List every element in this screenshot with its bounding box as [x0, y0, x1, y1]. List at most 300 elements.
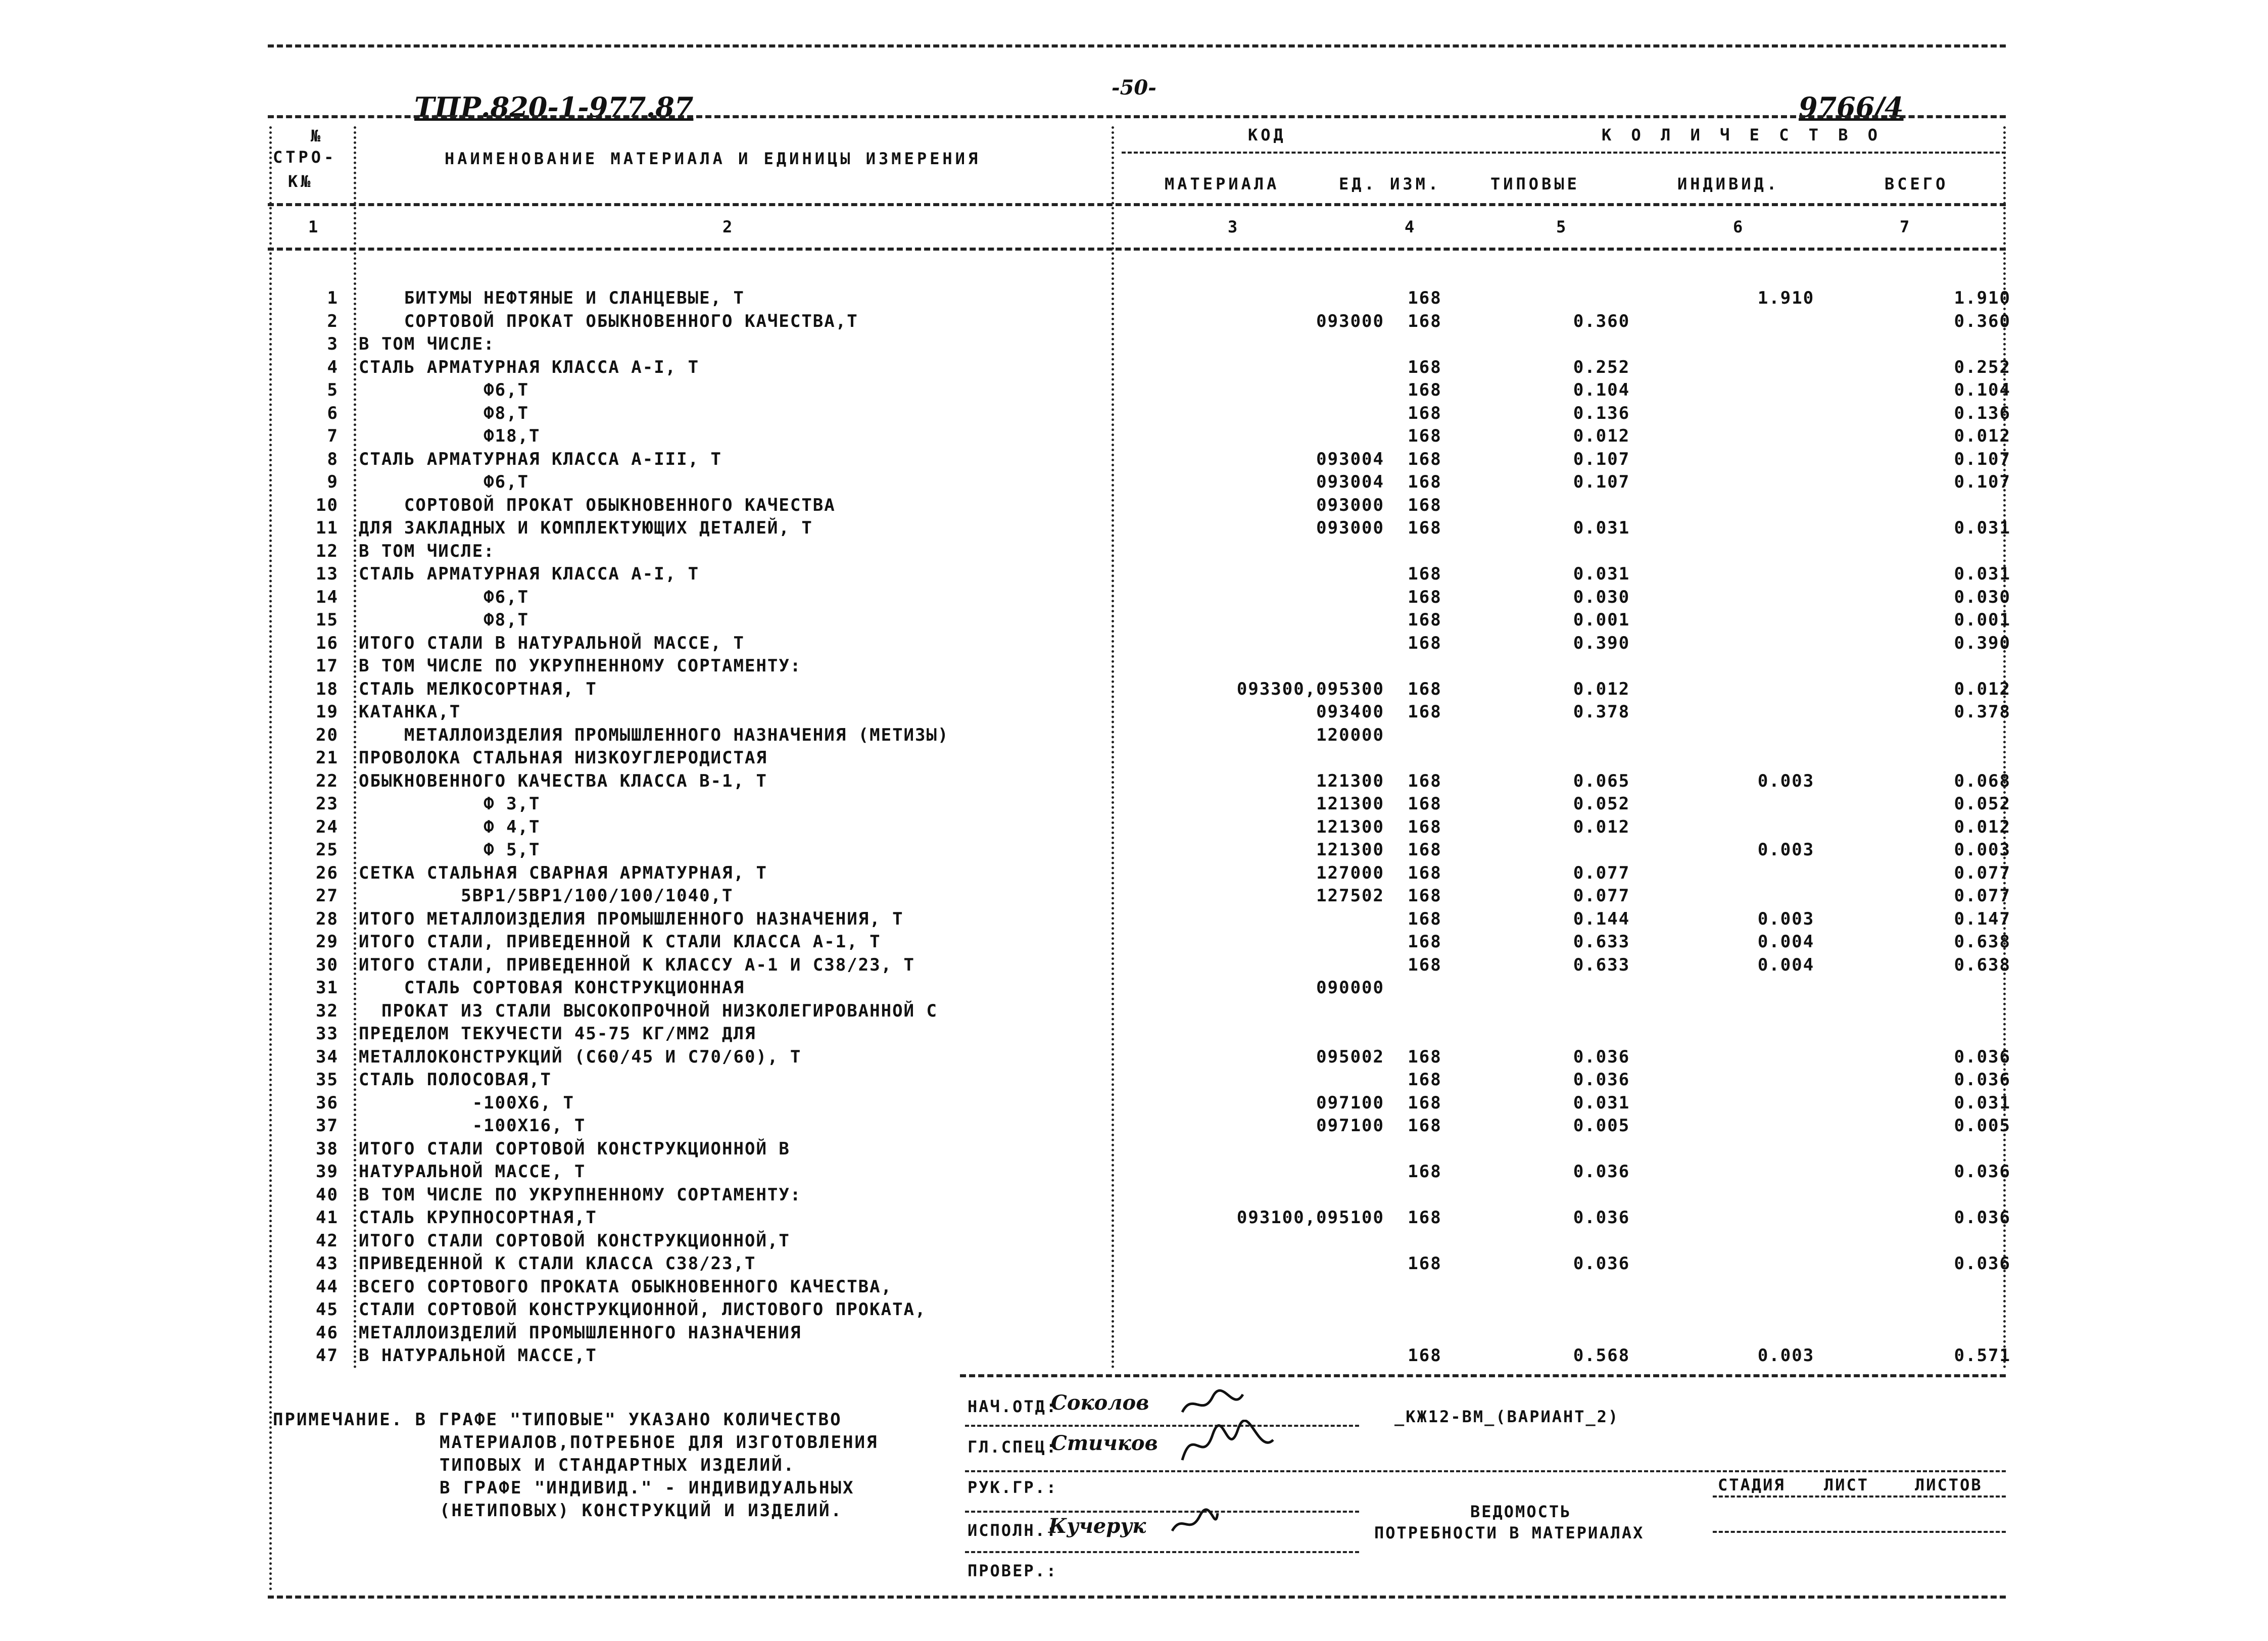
row-name: ПРЕДЕЛОМ ТЕКУЧЕСТИ 45-75 КГ/ММ2 ДЛЯ: [359, 1024, 756, 1044]
row-name: ДЛЯ ЗАКЛАДНЫХ И КОМПЛЕКТУЮЩИХ ДЕТАЛЕЙ, Т: [359, 518, 813, 538]
row-total: 0.052: [1954, 794, 2011, 814]
row-code: 093000: [1316, 495, 1384, 515]
table-row: [273, 610, 2016, 630]
row-typical: 0.252: [1573, 357, 1630, 377]
row-unit: 168: [1408, 518, 1442, 538]
row-unit: 168: [1408, 862, 1442, 883]
row-typical: 0.633: [1573, 932, 1630, 952]
row-unit: 168: [1408, 932, 1442, 952]
row-total: 0.036: [1954, 1070, 2011, 1090]
row-number: 5: [327, 380, 339, 400]
row-total: 0.104: [1954, 380, 2011, 400]
row-total: 0.068: [1954, 770, 2011, 791]
row-code: 120000: [1316, 725, 1384, 745]
table-row: [273, 1277, 2016, 1297]
row-total: 0.036: [1954, 1208, 2011, 1228]
body-top-rule: [268, 248, 2006, 251]
row-unit: 168: [1408, 1208, 1442, 1228]
row-unit: 168: [1408, 1162, 1442, 1182]
col-code-group: КОД: [1248, 125, 1286, 144]
row-number: 28: [316, 908, 339, 929]
col-name-header: НАИМЕНОВАНИЕ МАТЕРИАЛА И ЕДИНИЦЫ ИЗМЕРЕНИЯ: [445, 149, 981, 168]
table-row: [273, 909, 2016, 929]
title-block: [965, 1377, 2006, 1589]
table-row: [273, 288, 2016, 308]
executor-signature: Кучерук: [1048, 1514, 1146, 1538]
row-number: 26: [316, 862, 339, 883]
row-number: 40: [316, 1184, 339, 1205]
row-total: 0.031: [1954, 564, 2011, 584]
row-number: 21: [316, 748, 339, 768]
row-unit: 168: [1408, 403, 1442, 423]
row-number: 1: [327, 288, 339, 308]
row-name: СТАЛЬ МЕЛКОСОРТНАЯ, Т: [359, 679, 597, 699]
row-unit: 168: [1408, 1345, 1442, 1366]
col-num-line1: №: [311, 126, 324, 146]
row-name: Ф 4,Т: [359, 816, 541, 837]
row-total: 0.012: [1954, 816, 2011, 837]
row-unit: 168: [1408, 702, 1442, 722]
row-code: 097100: [1316, 1116, 1384, 1136]
row-typical: 0.036: [1573, 1208, 1630, 1228]
checker-label: ПРОВЕР.:: [968, 1561, 1058, 1580]
table-row: [273, 587, 2016, 607]
table-row: [273, 702, 2016, 722]
table-row: [273, 1139, 2016, 1159]
row-code: 093000: [1316, 311, 1384, 331]
row-typical: 0.136: [1573, 403, 1630, 423]
table-row: [273, 564, 2016, 584]
row-code: 121300: [1316, 794, 1384, 814]
row-number: 27: [316, 886, 339, 906]
row-total: 0.638: [1954, 954, 2011, 975]
row-name: Ф6,Т: [359, 380, 529, 400]
row-name: ПРОВОЛОКА СТАЛЬНАЯ НИЗКОУГЛЕРОДИСТАЯ: [359, 748, 767, 768]
row-individual: 0.003: [1757, 908, 1815, 929]
row-typical: 0.005: [1573, 1116, 1630, 1136]
row-typical: 0.036: [1573, 1162, 1630, 1182]
row-unit: 168: [1408, 1046, 1442, 1067]
row-unit: 168: [1408, 954, 1442, 975]
row-name: В ТОМ ЧИСЛЕ ПО УКРУПНЕННОМУ СОРТАМЕНТУ:: [359, 656, 802, 676]
row-unit: 168: [1408, 288, 1442, 308]
chief-spec-label: ГЛ.СПЕЦ:: [968, 1437, 1058, 1457]
row-total: 0.390: [1954, 633, 2011, 653]
table-row: [273, 817, 2016, 837]
row-unit: 168: [1408, 1092, 1442, 1113]
row-total: 0.001: [1954, 610, 2011, 630]
table-row: [273, 932, 2016, 952]
row-individual: 0.003: [1757, 840, 1815, 860]
row-number: 11: [316, 518, 339, 538]
row-total: 0.252: [1954, 357, 2011, 377]
row-number: 30: [316, 954, 339, 975]
row-number: 41: [316, 1208, 339, 1228]
row-unit: 168: [1408, 380, 1442, 400]
table-row: [273, 518, 2016, 538]
row-typical: 0.390: [1573, 633, 1630, 653]
row-name: СОРТОВОЙ ПРОКАТ ОБЫКНОВЕННОГО КАЧЕСТВА: [359, 495, 836, 515]
row-name: СТАЛИ СОРТОВОЙ КОНСТРУКЦИОННОЙ, ЛИСТОВОГО ПРОКАТА,: [359, 1299, 927, 1320]
header-mid-rule: [1122, 152, 2006, 154]
row-number: 45: [316, 1299, 339, 1320]
row-total: 0.036: [1954, 1046, 2011, 1067]
table-row: [273, 978, 2016, 998]
col-number-7: 7: [1900, 217, 1913, 236]
col-unit: ЕД. ИЗМ.: [1339, 174, 1441, 194]
row-name: ИТОГО СТАЛИ СОРТОВОЙ КОНСТРУКЦИОННОЙ В: [359, 1138, 790, 1159]
row-number: 3: [327, 334, 339, 354]
row-typical: 0.378: [1573, 702, 1630, 722]
note-line-4: В ГРАФЕ "ИНДИВИД." - ИНДИВИДУАЛЬНЫХ: [440, 1478, 855, 1498]
row-number: 44: [316, 1276, 339, 1297]
col-total: ВСЕГО: [1885, 174, 1949, 194]
table-row: [273, 1047, 2016, 1067]
row-number: 23: [316, 794, 339, 814]
row-number: 14: [316, 587, 339, 607]
row-name: В ТОМ ЧИСЛЕ:: [359, 541, 495, 561]
row-typical: 0.036: [1573, 1046, 1630, 1067]
note-line-3: ТИПОВЫХ И СТАНДАРТНЫХ ИЗДЕЛИЙ.: [440, 1455, 796, 1475]
row-name: ИТОГО СТАЛИ В НАТУРАЛЬНОЙ МАССЕ, Т: [359, 633, 745, 653]
col-number-6: 6: [1733, 217, 1746, 236]
table-row: [273, 403, 2016, 423]
row-number: 20: [316, 725, 339, 745]
table-row: [273, 541, 2016, 561]
row-typical: 0.036: [1573, 1070, 1630, 1090]
group-lead-label: РУК.ГР.:: [968, 1478, 1058, 1497]
col-number-2: 2: [722, 217, 736, 236]
row-number: 8: [327, 449, 339, 469]
row-name: ОБЫКНОВЕННОГО КАЧЕСТВА КЛАССА В-1, Т: [359, 770, 767, 791]
row-typical: 0.012: [1573, 679, 1630, 699]
row-name: СТАЛЬ СОРТОВАЯ КОНСТРУКЦИОННАЯ: [359, 978, 745, 998]
row-unit: 168: [1408, 426, 1442, 446]
executor-label: ИСПОЛН.:: [968, 1521, 1058, 1540]
header-bottom-rule: [268, 203, 2006, 206]
stamp-right-rule-2: [1713, 1531, 2006, 1533]
table-row: [273, 840, 2016, 860]
row-number: 46: [316, 1322, 339, 1343]
row-number: 13: [316, 564, 339, 584]
stamp-row-rule-4: [965, 1551, 1359, 1553]
row-name: ИТОГО СТАЛИ, ПРИВЕДЕННОЙ К КЛАССУ А-1 И С38/23, Т: [359, 954, 915, 975]
row-name: Ф8,Т: [359, 610, 529, 630]
row-unit: 168: [1408, 610, 1442, 630]
row-number: 17: [316, 656, 339, 676]
row-number: 34: [316, 1046, 339, 1067]
col-typical: ТИПОВЫЕ: [1490, 174, 1580, 194]
table-row: [273, 472, 2016, 492]
table-row: [273, 1093, 2016, 1113]
row-code: 097100: [1316, 1092, 1384, 1113]
row-name: СТАЛЬ КРУПНОСОРТНАЯ,Т: [359, 1208, 597, 1228]
row-number: 38: [316, 1138, 339, 1159]
table-row: [273, 334, 2016, 354]
top-rule: [268, 44, 2006, 47]
table-row: [273, 633, 2016, 653]
row-typical: 0.107: [1573, 449, 1630, 469]
table-row: [273, 886, 2016, 906]
row-name: МЕТАЛЛОИЗДЕЛИЯ ПРОМЫШЛЕННОГО НАЗНАЧЕНИЯ (МЕТИЗЫ): [359, 725, 949, 745]
row-code: 093000: [1316, 518, 1384, 538]
row-typical: 0.036: [1573, 1253, 1630, 1274]
table-row: [273, 1070, 2016, 1090]
row-typical: 0.360: [1573, 311, 1630, 331]
row-total: 0.378: [1954, 702, 2011, 722]
row-unit: 168: [1408, 495, 1442, 515]
table-row: [273, 1345, 2016, 1366]
row-name: ИТОГО МЕТАЛЛОИЗДЕЛИЯ ПРОМЫШЛЕННОГО НАЗНАЧЕНИЯ, Т: [359, 908, 904, 929]
col-qty-group: К О Л И Ч Е С Т В О: [1602, 125, 1883, 144]
row-number: 10: [316, 495, 339, 515]
row-name: -100Х6, Т: [359, 1092, 574, 1113]
row-number: 37: [316, 1116, 339, 1136]
row-name: 5ВР1/5ВР1/100/100/1040,Т: [359, 886, 734, 906]
row-typical: 0.031: [1573, 564, 1630, 584]
table-row: [273, 863, 2016, 883]
row-name: Ф18,Т: [359, 426, 541, 446]
row-name: Ф 3,Т: [359, 794, 541, 814]
row-unit: 168: [1408, 1070, 1442, 1090]
table-row: [273, 357, 2016, 377]
row-number: 6: [327, 403, 339, 423]
row-code: 093004: [1316, 472, 1384, 492]
table-row: [273, 748, 2016, 768]
row-total: 0.005: [1954, 1116, 2011, 1136]
row-name: МЕТАЛЛОКОНСТРУКЦИЙ (С60/45 И С70/60), Т: [359, 1046, 802, 1067]
page-number: -50-: [1112, 76, 1156, 100]
row-number: 47: [316, 1345, 339, 1366]
row-unit: 168: [1408, 770, 1442, 791]
row-code: 090000: [1316, 978, 1384, 998]
row-number: 33: [316, 1024, 339, 1044]
row-typical: 0.065: [1573, 770, 1630, 791]
col-num-line3: К№: [288, 172, 314, 191]
table-row: [273, 794, 2016, 814]
row-number: 16: [316, 633, 339, 653]
row-name: Ф 5,Т: [359, 840, 541, 860]
row-number: 25: [316, 840, 339, 860]
row-name: Ф6,Т: [359, 587, 529, 607]
row-number: 29: [316, 932, 339, 952]
stamp-row-rule-3: [965, 1511, 1359, 1513]
sheets-label: ЛИСТОВ: [1915, 1475, 1983, 1494]
table-row: [273, 1001, 2016, 1021]
note-line-1: ПРИМЕЧАНИЕ. В ГРАФЕ "ТИПОВЫЕ" УКАЗАНО КОЛИЧЕСТВО: [273, 1410, 842, 1430]
stage-label: СТАДИЯ: [1718, 1475, 1786, 1494]
row-total: 0.003: [1954, 840, 2011, 860]
row-total: 0.036: [1954, 1162, 2011, 1182]
table-row: [273, 955, 2016, 975]
table-row: [273, 1323, 2016, 1343]
stamp-right-rule-1: [1713, 1495, 2006, 1498]
row-number: 22: [316, 770, 339, 791]
note-line-5: (НЕТИПОВЫХ) КОНСТРУКЦИЙ И ИЗДЕЛИЙ.: [440, 1501, 843, 1521]
row-typical: 0.001: [1573, 610, 1630, 630]
table-row: [273, 1208, 2016, 1228]
chief-spec-signature-mark: [1177, 1420, 1278, 1470]
row-unit: 168: [1408, 357, 1442, 377]
row-typical: 0.568: [1573, 1345, 1630, 1366]
row-number: 24: [316, 816, 339, 837]
row-number: 32: [316, 1000, 339, 1021]
row-typical: 0.633: [1573, 954, 1630, 975]
row-code: 093400: [1316, 702, 1384, 722]
project-code: _КЖ12-ВМ_(ВАРИАНТ_2): [1394, 1407, 1620, 1426]
row-code: 121300: [1316, 770, 1384, 791]
header-top-rule: [268, 115, 2006, 118]
row-typical: 0.031: [1573, 1092, 1630, 1113]
row-unit: 168: [1408, 564, 1442, 584]
table-row: [273, 1253, 2016, 1274]
row-name: КАТАНКА,Т: [359, 702, 461, 722]
row-name: В ТОМ ЧИСЛЕ:: [359, 334, 495, 354]
row-number: 12: [316, 541, 339, 561]
row-number: 35: [316, 1070, 339, 1090]
col-number-3: 3: [1228, 217, 1241, 236]
table-row: [273, 426, 2016, 446]
head-dept-signature-mark: [1177, 1387, 1248, 1422]
row-typical: 0.107: [1573, 472, 1630, 492]
row-total: 0.107: [1954, 472, 2011, 492]
row-name: СТАЛЬ ПОЛОСОВАЯ,Т: [359, 1070, 552, 1090]
row-unit: 168: [1408, 794, 1442, 814]
executor-signature-mark: [1167, 1506, 1223, 1541]
table-row: [273, 1185, 2016, 1205]
row-code: 093300,095300: [1236, 679, 1384, 699]
bottom-rule: [268, 1596, 2006, 1599]
table-row: [273, 1116, 2016, 1136]
row-typical: 0.030: [1573, 587, 1630, 607]
row-typical: 0.012: [1573, 816, 1630, 837]
row-individual: 0.003: [1757, 770, 1815, 791]
row-total: 0.036: [1954, 1253, 2011, 1274]
row-number: 36: [316, 1092, 339, 1113]
doc-title-line-1: ВЕДОМОСТЬ: [1470, 1502, 1572, 1521]
row-number: 2: [327, 311, 339, 331]
row-name: ИТОГО СТАЛИ СОРТОВОЙ КОНСТРУКЦИОННОЙ,Т: [359, 1230, 790, 1251]
row-total: 0.030: [1954, 587, 2011, 607]
row-individual: 0.004: [1757, 954, 1815, 975]
row-name: ИТОГО СТАЛИ, ПРИВЕДЕННОЙ К СТАЛИ КЛАССА А-1, Т: [359, 932, 881, 952]
row-unit: 168: [1408, 886, 1442, 906]
table-row: [273, 449, 2016, 469]
row-typical: 0.077: [1573, 862, 1630, 883]
table-row: [273, 1162, 2016, 1182]
head-dept-label: НАЧ.ОТД:: [968, 1397, 1058, 1416]
row-code: 127502: [1316, 886, 1384, 906]
stamp-row-rule-2: [965, 1470, 2006, 1472]
table-row: [273, 771, 2016, 791]
row-typical: 0.012: [1573, 426, 1630, 446]
row-name: ПРИВЕДЕННОЙ К СТАЛИ КЛАССА С38/23,Т: [359, 1253, 756, 1274]
row-name: СОРТОВОЙ ПРОКАТ ОБЫКНОВЕННОГО КАЧЕСТВА,Т: [359, 311, 858, 331]
row-name: СТАЛЬ АРМАТУРНАЯ КЛАССА А-I, Т: [359, 564, 700, 584]
row-name: ВСЕГО СОРТОВОГО ПРОКАТА ОБЫКНОВЕННОГО КАЧЕСТВА,: [359, 1276, 893, 1297]
row-number: 31: [316, 978, 339, 998]
row-name: БИТУМЫ НЕФТЯНЫЕ И СЛАНЦЕВЫЕ, Т: [359, 288, 745, 308]
row-name: МЕТАЛЛОИЗДЕЛИЙ ПРОМЫШЛЕННОГО НАЗНАЧЕНИЯ: [359, 1322, 802, 1343]
row-number: 15: [316, 610, 339, 630]
row-total: 0.077: [1954, 862, 2011, 883]
row-typical: 0.031: [1573, 518, 1630, 538]
row-individual: 0.003: [1757, 1345, 1815, 1366]
table-row: [273, 1231, 2016, 1251]
row-unit: 168: [1408, 679, 1442, 699]
row-name: СТАЛЬ АРМАТУРНАЯ КЛАССА А-III, Т: [359, 449, 722, 469]
col-number-4: 4: [1405, 217, 1418, 236]
row-total: 0.638: [1954, 932, 2011, 952]
row-unit: 168: [1408, 1253, 1442, 1274]
row-number: 7: [327, 426, 339, 446]
row-name: В НАТУРАЛЬНОЙ МАССЕ,Т: [359, 1345, 597, 1366]
row-unit: 168: [1408, 633, 1442, 653]
row-code: 093004: [1316, 449, 1384, 469]
row-total: 1.910: [1954, 288, 2011, 308]
row-unit: 168: [1408, 840, 1442, 860]
row-typical: 0.104: [1573, 380, 1630, 400]
row-unit: 168: [1408, 449, 1442, 469]
col-number-1: 1: [308, 217, 321, 236]
row-number: 9: [327, 472, 339, 492]
doc-title-line-2: ПОТРЕБНОСТИ В МАТЕРИАЛАХ: [1374, 1523, 1645, 1542]
row-unit: 168: [1408, 908, 1442, 929]
col-num-line2: СТРО-: [273, 148, 337, 167]
col-individual: ИНДИВИД.: [1677, 174, 1780, 194]
sheet-reference: 9766/4: [1799, 91, 1904, 123]
row-typical: 0.052: [1573, 794, 1630, 814]
row-name: СЕТКА СТАЛЬНАЯ СВАРНАЯ АРМАТУРНАЯ, Т: [359, 862, 767, 883]
row-total: 0.031: [1954, 1092, 2011, 1113]
row-number: 43: [316, 1253, 339, 1274]
col-material: МАТЕРИАЛА: [1165, 174, 1280, 194]
row-code: 121300: [1316, 840, 1384, 860]
row-total: 0.012: [1954, 426, 2011, 446]
row-name: Ф6,Т: [359, 472, 529, 492]
row-name: Ф8,Т: [359, 403, 529, 423]
col-number-5: 5: [1556, 217, 1569, 236]
row-total: 0.012: [1954, 679, 2011, 699]
row-typical: 0.077: [1573, 886, 1630, 906]
row-individual: 0.004: [1757, 932, 1815, 952]
row-number: 18: [316, 679, 339, 699]
stamp-row-rule-1: [965, 1425, 1359, 1427]
table-row: [273, 495, 2016, 515]
row-code: 121300: [1316, 816, 1384, 837]
row-number: 42: [316, 1230, 339, 1251]
row-total: 0.107: [1954, 449, 2011, 469]
row-name: НАТУРАЛЬНОЙ МАССЕ, Т: [359, 1162, 586, 1182]
row-name: В ТОМ ЧИСЛЕ ПО УКРУПНЕННОМУ СОРТАМЕНТУ:: [359, 1184, 802, 1205]
table-row: [273, 679, 2016, 699]
table-row: [273, 1024, 2016, 1044]
row-total: 0.031: [1954, 518, 2011, 538]
table-row: [273, 1299, 2016, 1320]
row-total: 0.360: [1954, 311, 2011, 331]
row-unit: 168: [1408, 311, 1442, 331]
table-row: [273, 311, 2016, 331]
row-typical: 0.144: [1573, 908, 1630, 929]
table-row: [273, 725, 2016, 745]
chief-spec-signature: Стичков: [1051, 1431, 1158, 1455]
row-unit: 168: [1408, 472, 1442, 492]
note-line-2: МАТЕРИАЛОВ,ПОТРЕБНОЕ ДЛЯ ИЗГОТОВЛЕНИЯ: [440, 1432, 879, 1453]
row-name: СТАЛЬ АРМАТУРНАЯ КЛАССА А-I, Т: [359, 357, 700, 377]
row-name: ПРОКАТ ИЗ СТАЛИ ВЫСОКОПРОЧНОЙ НИЗКОЛЕГИРОВАННОЙ С: [359, 1000, 938, 1021]
table-row: [273, 380, 2016, 400]
sheet-label: ЛИСТ: [1824, 1475, 1869, 1494]
